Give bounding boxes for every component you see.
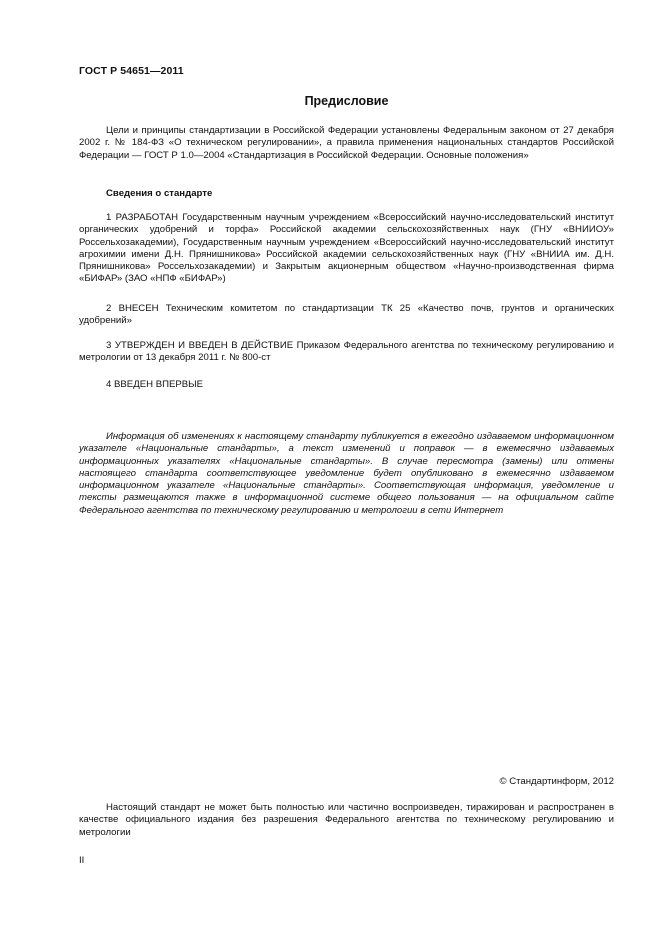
item-submitted: 2 ВНЕСЕН Техническим комитетом по стандартизации ТК 25 «Качество почв, грунтов и органических удобрений» bbox=[79, 303, 614, 327]
standard-code: ГОСТ Р 54651—2011 bbox=[79, 65, 184, 77]
item-developed: 1 РАЗРАБОТАН Государственным научным учреждением «Всероссийский научно-исследовательский институт органических удобрений и торфа» Российской академии сельскохозяйственных наук (ГНУ «ВНИИОУ» Россельхозакадемии), Государственным научным учреждением «Всероссийский научно-исследовательский институт агрохимии имени Д.Н. Прянишникова» Российской академии сельскохозяйственных наук (ГНУ «ВНИИА им. Д.Н. Прянишникова» Россельхозакадемии) и Закрытым акционерным обществом «Научно-производственная фирма «БИФАР» (ЗАО «НПФ «БИФАР») bbox=[79, 212, 614, 285]
reproduction-notice: Настоящий стандарт не может быть полностью или частично воспроизведен, тиражирован и распространен в качестве официального издания без разрешения Федерального агентства по техническому регулированию и метрологии bbox=[79, 802, 614, 838]
item-approved: 3 УТВЕРЖДЕН И ВВЕДЕН В ДЕЙСТВИЕ Приказом Федерального агентства по техническому регулированию и метрологии от 13 декабря 2011 г. № 800-ст bbox=[79, 340, 614, 364]
changes-notice: Информация об изменениях к настоящему стандарту публикуется в ежегодно издаваемом информационном указателе «Национальные стандарты», а текст изменений и поправок — в ежемесячно издаваемых информационных указателях «Национальные стандарты». В случае пересмотра (замены) или отмены настоящего стандарта соответствующее уведомление будет опубликовано в ежемесячно издаваемом информационном указателе «Национальные стандарты». Соответствующая информация, уведомление и тексты размещаются также в информационной системе общего пользования — на официальном сайте Федерального агентства по техническому регулированию и метрологии в сети Интернет bbox=[79, 431, 614, 516]
page-title: Предисловие bbox=[304, 94, 389, 108]
info-heading: Сведения о стандарте bbox=[106, 188, 213, 199]
copyright-notice: © Стандартинформ, 2012 bbox=[499, 776, 614, 787]
item-introduced: 4 ВВЕДЕН ВПЕРВЫЕ bbox=[106, 379, 204, 390]
page-number: II bbox=[79, 855, 85, 866]
intro-paragraph: Цели и принципы стандартизации в Российской Федерации установлены Федеральным законом от 27 декабря 2002 г. № 184-ФЗ «О техническом регулировании», а правила применения национальных стандартов Российской Федерации — ГОСТ Р 1.0—2004 «Стандартизация в Российской Федерации. Основные положения» bbox=[79, 125, 614, 161]
